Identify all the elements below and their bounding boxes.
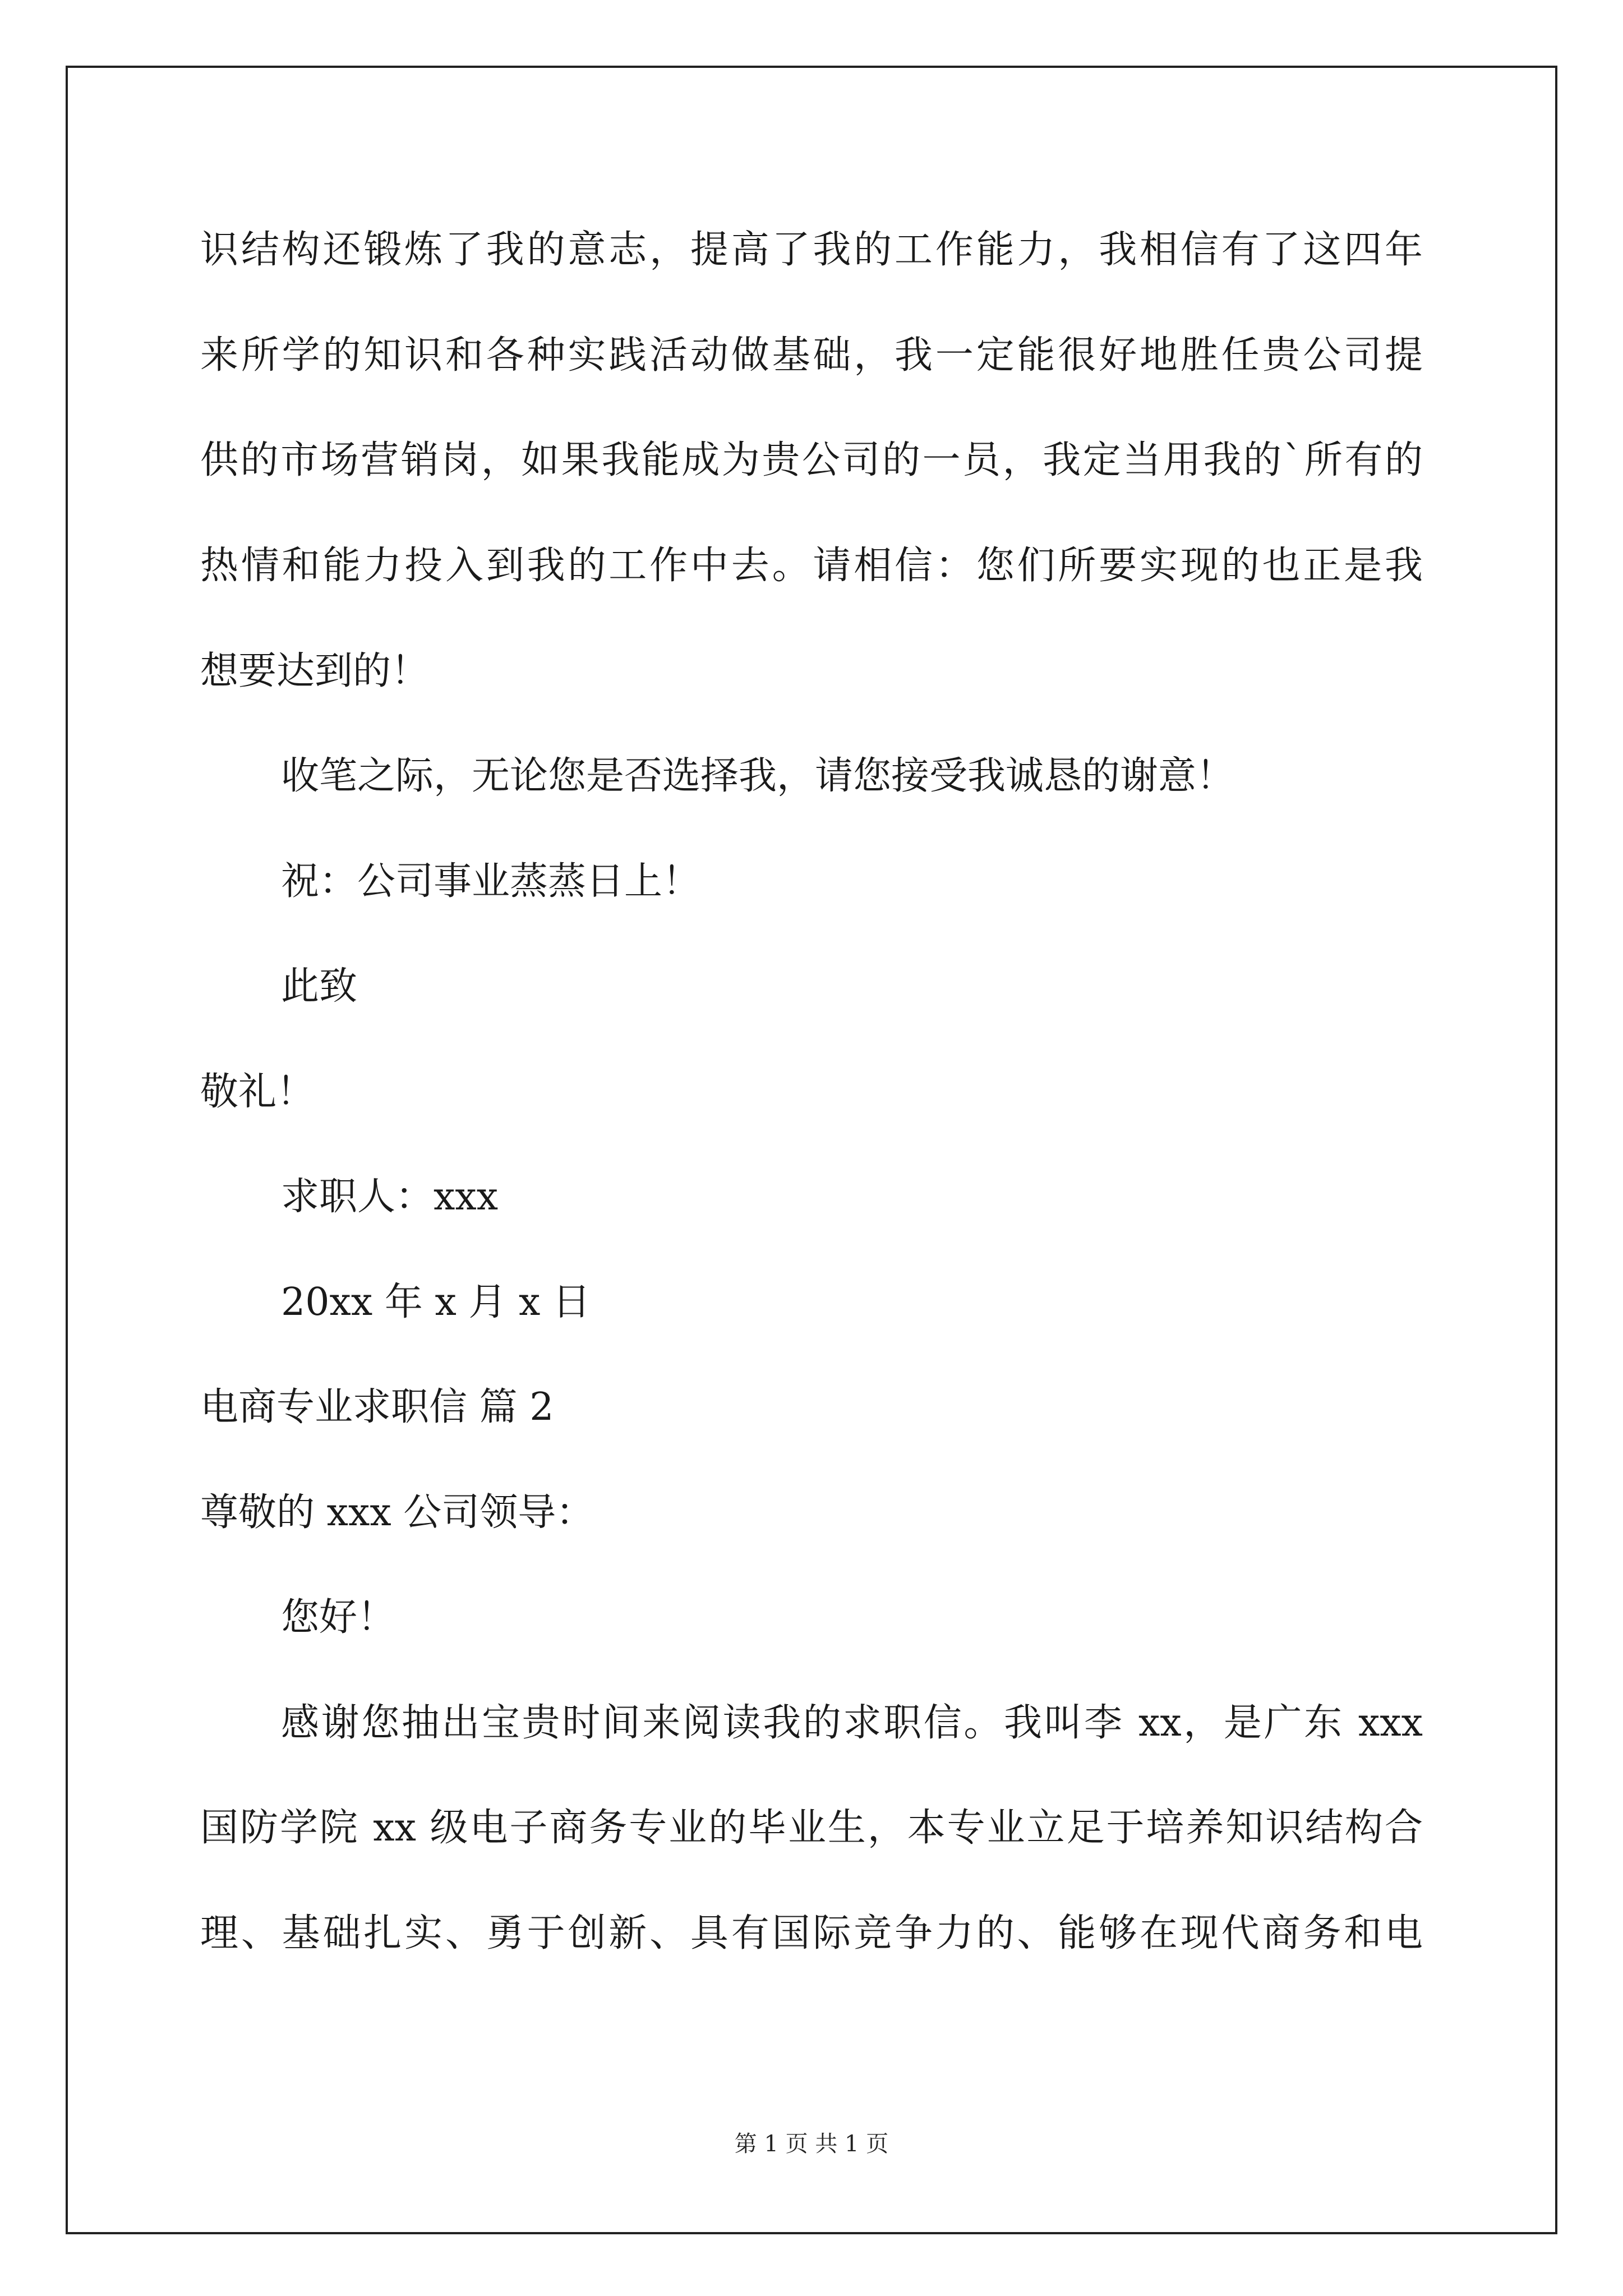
body-line: 理、基础扎实、勇于创新、具有国际竞争力的、能够在现代商务和电 <box>200 1911 1423 1955</box>
greeting-line: 祝：公司事业蒸蒸日上！ <box>281 859 701 904</box>
body-line: 供的市场营销岗，如果我能成为贵公司的一员，我定当用我的`所有的 <box>200 438 1423 482</box>
body-line: 感谢您抽出宝贵时间来阅读我的求职信。我叫李 xx，是广东 xxx <box>281 1701 1423 1745</box>
closing-salute: 敬礼！ <box>200 1070 315 1114</box>
section-title: 电商专业求职信 篇 2 <box>200 1385 554 1429</box>
date-line: 20xx 年 x 月 x 日 <box>281 1280 591 1324</box>
body-line: 识结构还锻炼了我的意志，提高了我的工作能力，我相信有了这四年 <box>200 228 1423 272</box>
body-line: 热情和能力投入到我的工作中去。请相信：您们所要实现的也正是我 <box>200 544 1423 588</box>
closing-line: 此致 <box>281 964 358 1009</box>
page-border <box>66 66 1557 2234</box>
body-line: 想要达到的！ <box>200 649 430 693</box>
body-line: 收笔之际，无论您是否选择我，请您接受我诚恳的谢意！ <box>281 754 1235 798</box>
body-line: 来所学的知识和各种实践活动做基础，我一定能很好地胜任贵公司提 <box>200 333 1423 378</box>
greeting-line: 您好！ <box>281 1595 396 1640</box>
salutation-line: 尊敬的 xxx 公司领导： <box>200 1490 594 1535</box>
page-footer: 第 1 页 共 1 页 <box>734 2131 889 2157</box>
signature-line: 求职人：xxx <box>281 1175 499 1219</box>
body-line: 国防学院 xx 级电子商务专业的毕业生，本专业立足于培养知识结构合 <box>200 1806 1423 1850</box>
